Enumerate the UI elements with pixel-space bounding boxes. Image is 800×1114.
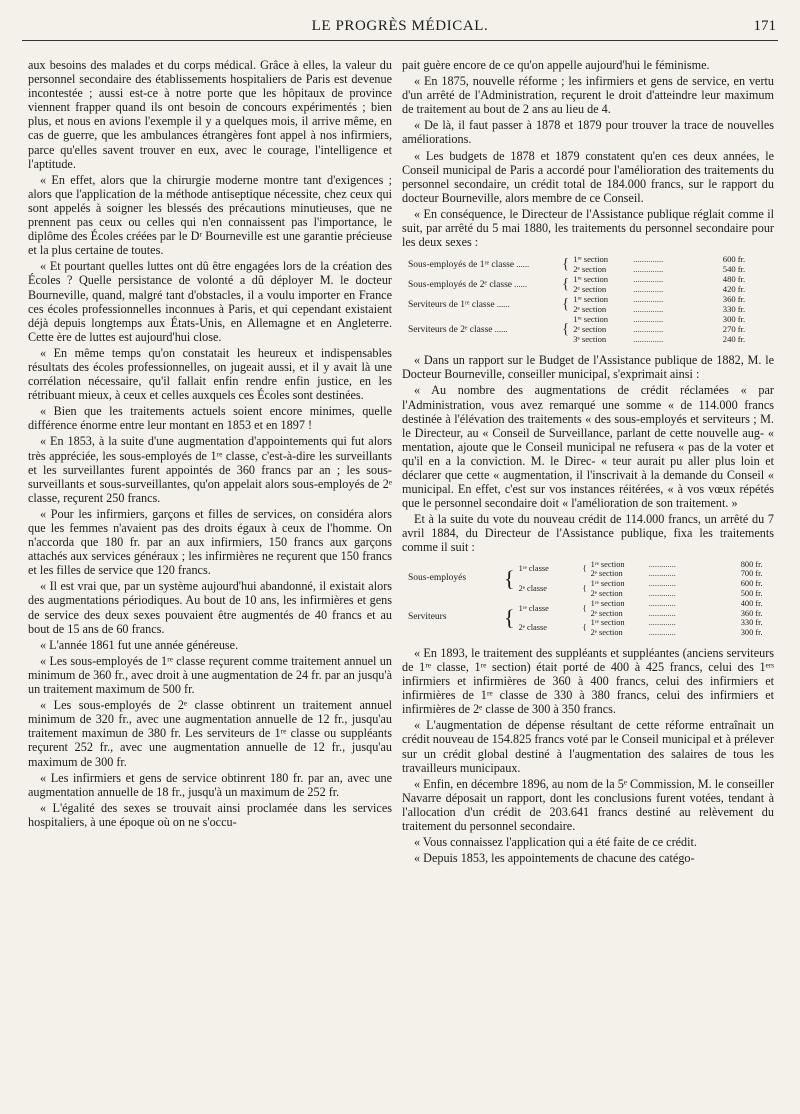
section-label: 1ʳᵉ section xyxy=(573,314,609,325)
section-label: 1ʳᵉ section xyxy=(590,579,625,589)
salary-amount: 300 fr. xyxy=(740,628,763,638)
salary-amount: 270 fr. xyxy=(722,324,746,335)
section-label: 1ʳᵉ section xyxy=(590,618,625,628)
leader-dots: ............. xyxy=(648,559,676,569)
brace: { xyxy=(562,321,570,338)
paragraph: « De là, il faut passer à 1878 et 1879 pour trouver la trace de nouvelles améliorations. xyxy=(402,118,774,147)
staff-category: Serviteurs xyxy=(408,612,447,623)
section-label: 2ᵉ section xyxy=(573,304,607,315)
section-label: 2ᵉ section xyxy=(573,264,607,275)
table-row xyxy=(406,560,765,570)
salary-amount: 360 fr. xyxy=(740,608,763,618)
salary-amount: 400 fr. xyxy=(740,598,763,608)
paragraph: « Il est vrai que, par un système aujourd'hui abandonné, il existait alors des augmentations périodiques. Au bout de 10 ans, les infirmières et gens de service des deux sexes pouvaient être augmentés de 40 francs et au bout de 15 ans de 60 francs. xyxy=(28,579,392,636)
paragraph: « En 1853, à la suite d'une augmentation d'appointements qui fut alors très appréciée, les sous-employés de 1ʳᵉ classe, c'est-à-dire les surveillants et les surveillantes furent appointés de 360 francs par an ; les sous-surveillants et sous-surveillantes, qu'on appelait alors sous-employés de 2ᵉ classe, reçurent 250 francs. xyxy=(28,434,392,505)
salary-amount: 360 fr. xyxy=(722,294,746,305)
paragraph: « En 1893, le traitement des suppléants et suppléantes (anciens serviteurs de 1ʳᵉ classe, 1ʳᵉ section) était porté de 400 à 425 francs, celui des 1ᵉʳˢ infirmiers et infirmières de 360 à 400 francs, celui des infirmiers et infirmières de 1ʳᵉ classe de 330 à 380 francs, celui des infirmiers et infirmières de 2ᵉ classe de 300 à 350 francs. xyxy=(402,645,774,717)
paragraph: « Depuis 1853, les appointements de chacune des catégo- xyxy=(414,851,695,866)
paragraph: « Bien que les traitements actuels soient encore minimes, quelle différence énorme entre leur montant en 1853 et en 1897 ! xyxy=(28,404,392,433)
right-bottom-text xyxy=(402,646,774,865)
salary-amount: 300 fr. xyxy=(722,314,746,325)
salary-amount: 600 fr. xyxy=(740,579,763,589)
paragraph: « En même temps qu'on constatait les heureux et indispensables résultats des écoles professionnelles, on jugeait aussi, et il y avait là une corrélation nécessaire, qu'il fallait enfin rendre enfin justice, en les rétribuant mieux, à ceux et celles auxquels ces Écoles sont destinées. xyxy=(28,345,392,403)
table-row xyxy=(406,314,747,324)
leader-dots: ............. xyxy=(648,579,676,589)
salary-amount: 600 fr. xyxy=(722,254,746,265)
leader-dots: .............. xyxy=(633,274,664,285)
staff-category: Serviteurs de 2ᵉ classe ...... xyxy=(408,323,508,335)
brace: { xyxy=(504,605,515,631)
paragraph: « L'année 1861 fut une année généreuse. xyxy=(40,637,239,652)
table-row xyxy=(406,294,747,304)
leader-dots: .............. xyxy=(633,284,664,295)
paragraph: pait guère encore de ce qu'on appelle aujourd'hui le féminisme. xyxy=(402,58,710,72)
section-label: 2ᵉ section xyxy=(590,569,623,579)
table-row xyxy=(406,599,765,609)
paragraph: aux besoins des malades et du corps médical. Grâce à elles, la valeur du personnel secondaire des établissements hospitaliers de Paris est devenue incontestée ; aussi est-ce à notre porte que les hôpitaux de province viennent frapper quand ils ont besoin de concours expérimentés ; bien plus, et nous en avions l'exemple il y a quelques mois, il arrive même, en cas de guerre, que les ambulances étrangères font appel à nos infirmiers, parce qu'elles savent trouver en eux, avec le courage, l'intelligence et l'aptitude. xyxy=(28,58,392,171)
paragraph: « Et pourtant quelles luttes ont dû être engagées lors de la création des Écoles ? Quelle persistance de volonté a dû déployer M. le docteur Bourneville, quand, malgré tant d'obstacles, il a voulu importer en France ces écoles professionnelles inconnues à Paris, et qui cependant existaient déjà depuis longtemps aux États-Unis, en Allemagne et en Angleterre. Cette ère de luttes est aujourd'hui close. xyxy=(28,259,392,344)
section-label: 2ᵉ section xyxy=(590,588,623,598)
salary-amount: 700 fr. xyxy=(740,569,763,579)
leader-dots: ............. xyxy=(648,569,676,579)
paragraph: « L'égalité des sexes se trouvait ainsi proclamée dans les services hospitaliers, à une époque où on ne s'occu- xyxy=(28,800,392,829)
salary-amount: 330 fr. xyxy=(740,618,763,628)
staff-category: Serviteurs de 1ʳᵉ classe ...... xyxy=(408,298,510,310)
leader-dots: .............. xyxy=(633,314,664,325)
staff-category: Sous-employés de 1ʳᵉ classe ...... xyxy=(408,258,530,270)
paragraph: « Au nombre des augmentations de crédit réclamées « par l'Administration, vous avez remarqué une somme « de 114.000 francs destinée à l'élévation des traitements « des sous-employés et serviteurs ; M. le Directeur, au « Conseil de Surveillance, parlant de cette nouvelle aug- « mentation, ajoute que le Conseil municipal ne refusera « pas de la voter et qu'il en a la conviction. M. le Direc- « teur aurait pu aller plus loin et déclarer que cette « augmentation, il l'inscrivait à la demande du Conseil « municipal. En effet, c'est sur vos instances réitérées, « à vos vœux répétés que le personnel secondaire doit « l'amélioration de son traitement. » xyxy=(402,383,774,511)
salary-amount: 240 fr. xyxy=(722,334,746,345)
paragraph: « En effet, alors que la chirurgie moderne montre tant d'exigences ; alors que l'application de la méthode antiseptique nécessite, chez ceux qui sont appelés à soigner les blessés des précautions minutieuses, que ne prennent pas ceux ou celles qui n'en connaissent pas l'importance, le diplôme des Écoles créées par le Dʳ Bourneville est une garantie précieuse et la plus certaine de toutes. xyxy=(28,172,392,258)
section-label: 3ᵉ section xyxy=(573,334,607,345)
paragraph: « Les infirmiers et gens de service obtinrent 180 fr. par an, avec une augmentation annuelle de 18 fr., jusqu'à un maximum de 252 fr. xyxy=(28,770,392,799)
left-column xyxy=(28,58,392,831)
salary-amount: 500 fr. xyxy=(740,588,763,598)
salary-table-1884 xyxy=(406,560,765,638)
leader-dots: .............. xyxy=(633,304,664,315)
class-label: 2ᵉ classe xyxy=(518,623,547,633)
salary-amount: 540 fr. xyxy=(722,264,746,275)
section-label: 1ʳᵉ section xyxy=(573,294,609,305)
paragraph: Et à la suite du vote du nouveau crédit de 114.000 francs, un arrêté du 7 avril 1884, du Directeur de l'Assistance publique, fixa les traitements comme il suit : xyxy=(402,512,774,555)
paragraph: « Vous connaissez l'application qui a été faite de ce crédit. xyxy=(414,835,697,850)
brace: { xyxy=(562,296,570,313)
salary-amount: 800 fr. xyxy=(740,559,763,569)
salary-amount: 330 fr. xyxy=(722,304,746,315)
brace: { xyxy=(582,603,587,613)
page-number: 171 xyxy=(753,18,776,34)
staff-category-label: Serviteurs de 1ʳᵉ classe xyxy=(408,299,495,310)
brace: { xyxy=(504,566,515,592)
leader-dots: .............. xyxy=(633,294,664,305)
paragraph: « Les sous-employés de 2ᵉ classe obtinrent un traitement annuel minimum de 320 fr., avec une augmentation annuelle de 12 fr., jusqu'au traitement maximun de 380 fr. Les serviteurs de 1ʳᵉ classe ou suppléants reçurent 252 fr., avec une augmentation annuelle de 12 fr., jusqu'au maximum de 300 fr. xyxy=(28,698,392,769)
brace: { xyxy=(582,564,587,574)
paragraph: « En 1875, nouvelle réforme ; les infirmiers et gens de service, en vertu d'un arrêté de l'Administration, reçurent le droit d'atteindre leur maximum de traitement au bout de 2 ans au lieu de 4. xyxy=(402,74,774,117)
paragraph: « Les budgets de 1878 et 1879 constatent qu'en ces deux années, le Conseil municipal de Paris a accordé pour l'amélioration des traitements du personnel secondaire, un crédit total de 184.000 francs, sur le rapport du docteur Bourneville, alors membre de ce Conseil. xyxy=(402,148,774,205)
right-middle-text xyxy=(402,353,774,554)
leader-dots: ............. xyxy=(648,608,676,618)
section-label: 1ʳᵉ section xyxy=(573,274,609,285)
running-header xyxy=(22,14,778,41)
staff-category-label: Sous-employés de 1ʳᵉ classe xyxy=(408,259,515,270)
brace: { xyxy=(582,584,587,594)
paragraph: « Dans un rapport sur le Budget de l'Assistance publique de 1882, M. le Docteur Bourneville, conseiller municipal, s'exprimait ainsi : xyxy=(402,353,774,382)
section-label: 1ʳᵉ section xyxy=(590,559,625,569)
staff-category: Sous-employés xyxy=(408,573,467,584)
leader-dots: .............. xyxy=(633,254,664,265)
section-label: 2ᵉ section xyxy=(573,284,607,295)
leader-dots: .............. xyxy=(633,334,664,345)
leader-dots: ............. xyxy=(648,598,676,608)
journal-title: LE PROGRÈS MÉDICAL. xyxy=(311,18,489,34)
paragraph: « Enfin, en décembre 1896, au nom de la 5ᵉ Commission, M. le conseiller Navarre déposait un rapport, dont les conclusions furent votées, tendant à l'allocation d'un crédit de 203.641 francs destiné au relèvement du traitement du personnel secondaire. xyxy=(402,776,774,834)
section-label: 2ᵉ section xyxy=(590,608,623,618)
leader-dots: ............. xyxy=(648,628,676,638)
section-label: 1ʳᵉ section xyxy=(573,254,609,265)
section-label: 1ʳᵉ section xyxy=(590,598,625,608)
section-label: 2ᵉ section xyxy=(590,628,623,638)
paragraph: « Pour les infirmiers, garçons et filles de services, on considéra alors que les femmes n'avaient pas des droits égaux à ceux de l'homme. On n'accorda que 180 fr. par an aux infirmiers, 150 francs aux garçons attachés aux services généraux ; les infirmières ne reçurent que 150 francs et les filles de service que 120 francs. xyxy=(28,506,392,578)
salary-amount: 420 fr. xyxy=(722,284,746,295)
leader-dots: .............. xyxy=(633,324,664,335)
paragraph: « Les sous-employés de 1ʳᵉ classe reçurent comme traitement annuel un minimum de 360 fr., avec droit à une augmentation de 24 fr. par an jusqu'à un traitement maximum de 500 fr. xyxy=(28,653,392,697)
paragraph: « En conséquence, le Directeur de l'Assistance publique réglait comme il suit, par arrêté du 5 mai 1880, les traitements du personnel secondaire pour les deux sexes : xyxy=(402,206,774,250)
salary-amount: 480 fr. xyxy=(722,274,746,285)
staff-category: Sous-employés de 2ᵉ classe ...... xyxy=(408,278,528,290)
right-column xyxy=(402,58,774,867)
brace: { xyxy=(562,276,570,293)
table-row xyxy=(406,254,747,264)
brace: { xyxy=(582,623,587,633)
leader-dots: ............. xyxy=(648,588,676,598)
section-label: 2ᵉ section xyxy=(573,324,607,335)
paragraph: « L'augmentation de dépense résultant de cette réforme entraînait un crédit nouveau de 154.825 francs voté par le Conseil municipal et à prélever sur un crédit global destiné à l'augmentation des salaires de tous les travailleurs municipaux. xyxy=(402,718,774,775)
right-top-text xyxy=(402,58,774,249)
leader-dots: .............. xyxy=(633,264,664,275)
table-row xyxy=(406,274,747,284)
class-label: 1ʳᵉ classe xyxy=(518,564,549,574)
class-label: 2ᵉ classe xyxy=(518,584,547,594)
brace: { xyxy=(562,256,570,273)
salary-table-1880 xyxy=(406,254,747,344)
staff-category-label: Sous-employés de 2ᵉ classe xyxy=(408,279,513,290)
staff-category-label: Serviteurs de 2ᵉ classe xyxy=(408,324,493,335)
leader-dots: ............. xyxy=(648,618,676,628)
class-label: 1ʳᵉ classe xyxy=(518,603,549,613)
